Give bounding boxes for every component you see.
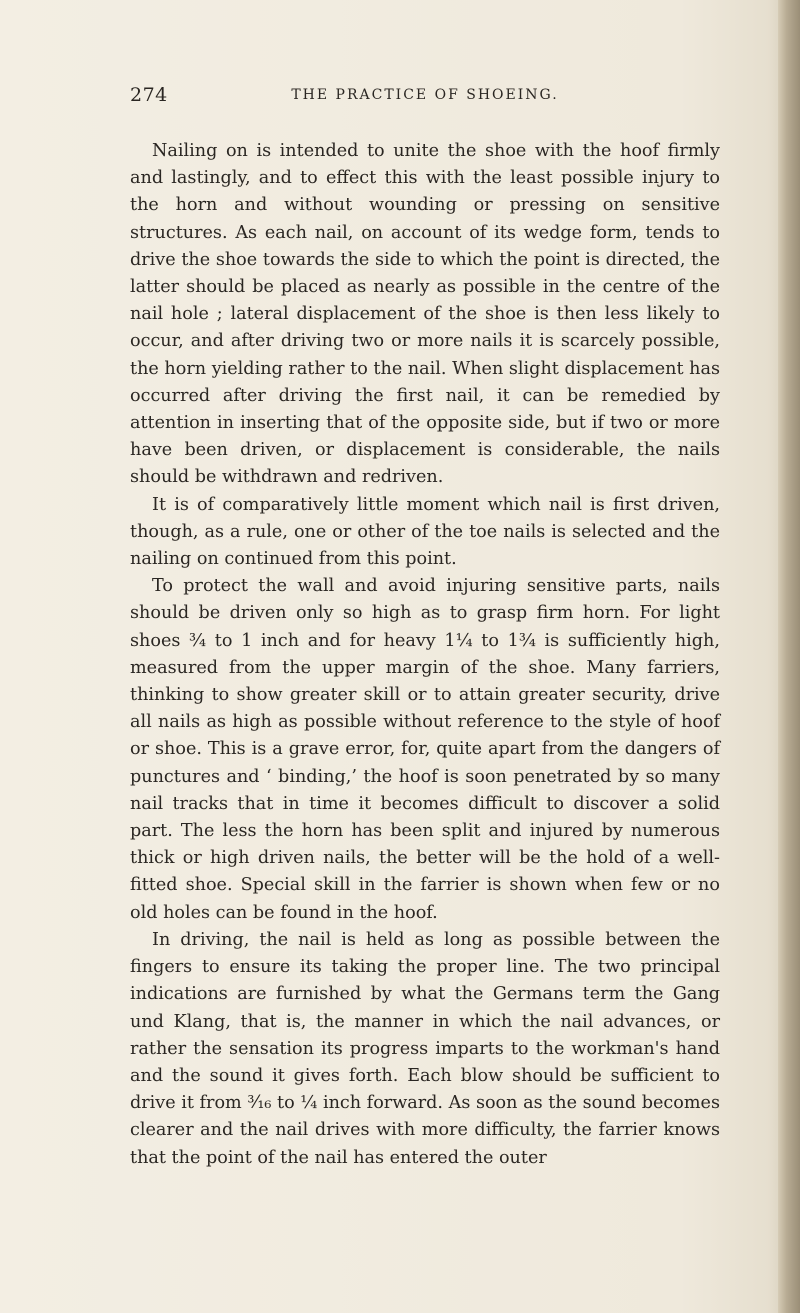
paragraph-nail-height: To protect the wall and avoid injuring sensitive parts, nails should be driven only so high as to grasp firm horn. For light shoes ¾ to 1 inch and for heavy 1¼ to 1¾ is sufficiently high, measured from the upper margin of the shoe. Many farriers, thinking to show greater skill or to attain greater security, drive all nails as high as possible without reference to the style of hoof or shoe. This is a grave error, for, quite apart from the dangers of punctures and ‘ binding,’ the hoof is soon penetrated by so many nail tracks that in time it becomes difficult to discover a solid part. The less the horn has been split and injured by numerous thick or high driven nails, the better will be the hold of a well-fitted shoe. Special skill in the farrier is shown when few or no old holes can be found in the hoof. bbox=[130, 576, 720, 923]
paragraph-first-nail: It is of comparatively little moment which nail is first driven, though, as a rule, one or other of the toe nails is selected and the nailing on continued from this point. bbox=[130, 494, 720, 570]
paragraph-nailing: Nailing on is intended to unite the shoe with the hoof firmly and lastingly, and to effect this with the least possible injury to the horn and without wounding or pressing on sensitive structures. As each nail, on account of its wedge form, tends to drive the shoe towards the side to which the point is directed, the latter should be placed as nearly as possible in the centre of the nail hole ; lateral displacement of the shoe is then less likely to occur, and after driving two or more nails it is scarcely possible, the horn yielding rather to the nail. When slight displacement has occurred after driving the first nail, it can be remedied by attention in inserting that of the opposite side, but if two or more have been driven, or displacement is considerable, the nails should be withdrawn and redriven. bbox=[130, 141, 720, 488]
paragraph-driving: In driving, the nail is held as long as possible between the fingers to ensure its taking the proper line. The two principal indications are furnished by what the Germans term the Gang und Klang, that is, the manner in which the nail advances, or rather the sensation its progress imparts to the workman's hand and the sound it gives forth. Each blow should be sufficient to drive it from ³⁄₁₆ to ¼ inch forward. As soon as the sound becomes clearer and the nail drives with more difficulty, the farrier knows that the point of the nail has entered the outer bbox=[130, 929, 720, 1168]
running-title: THE PRACTICE OF SHOEING. bbox=[291, 87, 559, 103]
page-header bbox=[130, 84, 720, 110]
page-number: 274 bbox=[130, 84, 168, 106]
body-text bbox=[130, 138, 720, 1172]
page-edge-shadow bbox=[778, 0, 800, 1313]
